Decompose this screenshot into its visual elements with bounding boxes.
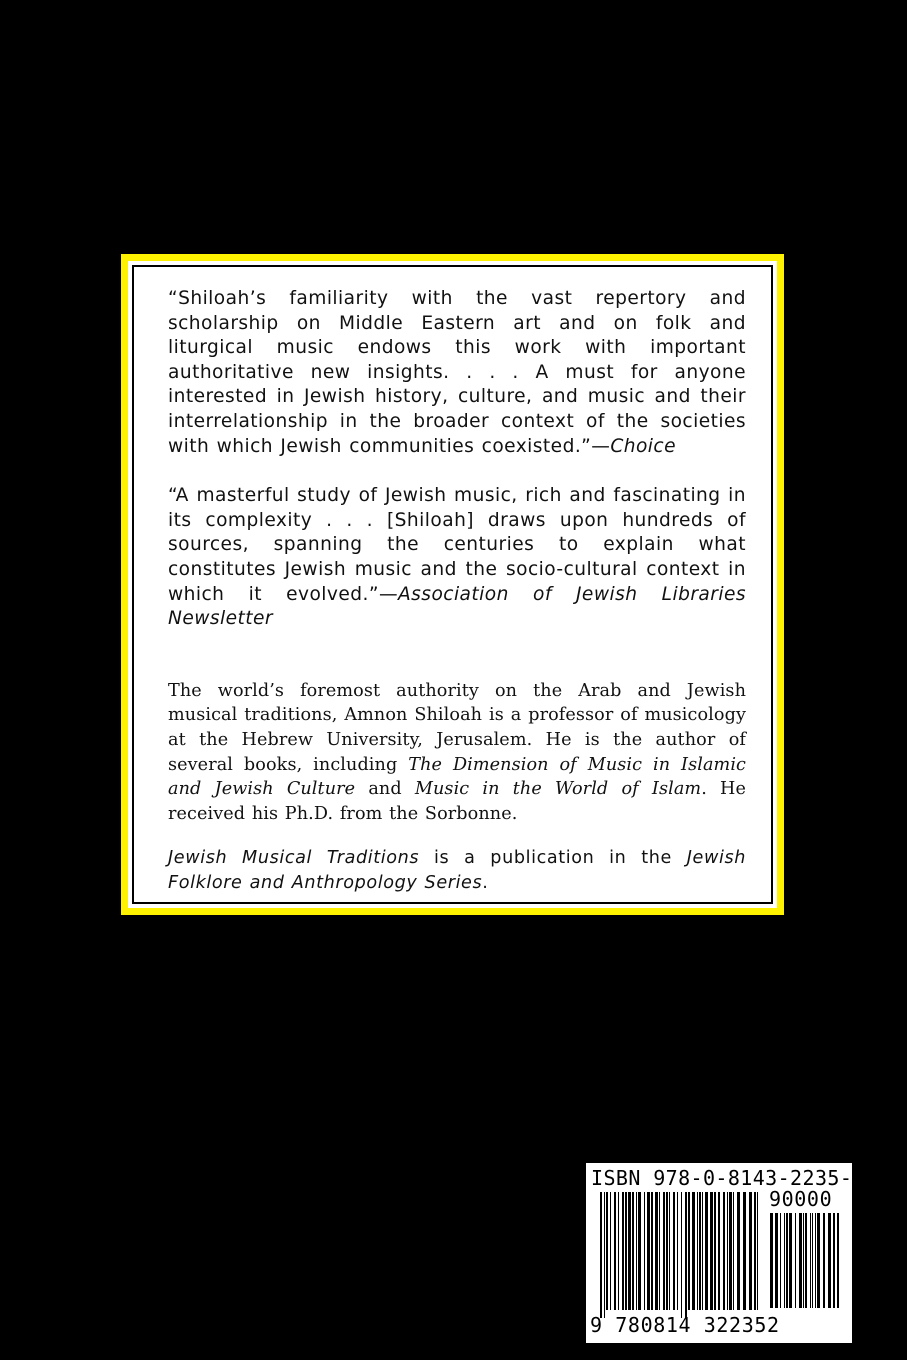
barcode-bar bbox=[749, 1192, 752, 1310]
barcode-bar bbox=[815, 1213, 816, 1308]
barcode-bar bbox=[618, 1192, 619, 1310]
ean-digits: 9 780814 322352 bbox=[590, 1313, 780, 1337]
isbn-barcode bbox=[586, 1163, 865, 1343]
author-bio bbox=[168, 679, 746, 827]
barcode-bar bbox=[780, 1213, 781, 1308]
barcode-bar bbox=[659, 1192, 660, 1310]
barcode-bar bbox=[757, 1192, 758, 1310]
barcode-bar bbox=[669, 1192, 670, 1310]
barcode-bar bbox=[743, 1192, 746, 1310]
barcode-bar bbox=[666, 1192, 668, 1310]
barcode-bar bbox=[723, 1192, 725, 1310]
barcode-bar bbox=[610, 1192, 611, 1310]
barcode-bar bbox=[837, 1213, 839, 1308]
text-panel bbox=[132, 265, 773, 904]
review-choice-source: Choice bbox=[610, 435, 676, 457]
yellow-frame bbox=[121, 254, 784, 915]
barcode-bar bbox=[647, 1192, 650, 1310]
barcode-bar bbox=[817, 1213, 820, 1308]
review-choice-text: “Shiloah’s familiarity with the vast repertory and scholarship on Middle Eastern art and on folk and liturgical music endows this work with important authoritative new insights. . . . A must for anyone interested in Jewish history, culture, and music and their interrelationship in the broader context of the societies with which Jewish communities coexisted.”— bbox=[168, 288, 746, 457]
barcode-bar bbox=[692, 1192, 695, 1310]
bio-text-2: and bbox=[355, 779, 415, 800]
barcode-bar bbox=[655, 1192, 658, 1310]
barcode-bar bbox=[828, 1213, 831, 1308]
barcode-bar bbox=[789, 1213, 792, 1308]
barcode-bar bbox=[786, 1213, 788, 1308]
barcode-bar bbox=[688, 1192, 690, 1310]
barcode-bar bbox=[727, 1192, 728, 1310]
barcode-bar bbox=[600, 1192, 602, 1318]
barcode-bar bbox=[705, 1192, 708, 1310]
barcode-bar bbox=[812, 1213, 813, 1308]
review-choice bbox=[168, 287, 746, 459]
barcode-bar bbox=[754, 1192, 756, 1310]
bio-text-1: The world’s foremost authority on the Arab and Jewish musical traditions, Amnon Shiloah is a professor of musicology at the Hebrew University, Jerusalem. He is the author of several books, including bbox=[168, 680, 746, 775]
isbn-label: ISBN 978-0-8143-2235-2 bbox=[591, 1166, 865, 1190]
barcode-bar bbox=[833, 1213, 835, 1308]
barcode-bar bbox=[677, 1192, 678, 1310]
barcode-bar bbox=[805, 1213, 807, 1308]
barcode-bar bbox=[810, 1213, 811, 1308]
barcode-bar bbox=[823, 1213, 825, 1308]
barcode-bar bbox=[638, 1192, 641, 1310]
barcode-bar bbox=[714, 1192, 716, 1310]
bio-text-3: . He received his Ph.D. from the Sorbonne. bbox=[168, 779, 746, 824]
barcode-bar bbox=[606, 1192, 608, 1310]
barcode-bar bbox=[644, 1192, 645, 1310]
barcode-bar bbox=[737, 1192, 740, 1310]
barcode-bar bbox=[710, 1192, 713, 1310]
barcode-bar bbox=[729, 1192, 732, 1310]
barcode-bar bbox=[628, 1192, 631, 1310]
barcode-bar bbox=[681, 1192, 682, 1318]
barcode-bar bbox=[697, 1192, 698, 1310]
barcode-bar bbox=[614, 1192, 616, 1310]
review-ajl bbox=[168, 484, 746, 632]
barcode-bar bbox=[799, 1213, 802, 1308]
review-ajl-text: “A masterful study of Jewish music, rich and fascinating in its complexity . . . [Shiloah] draws upon hundreds of sources, spanning the centuries to explain what constitutes Jewish music and the socio-cultural context in which it evolved.”— bbox=[168, 485, 746, 605]
panel-margin bbox=[128, 261, 777, 908]
barcode-bar bbox=[803, 1213, 804, 1308]
series-note bbox=[168, 846, 746, 895]
barcode-bar bbox=[622, 1192, 624, 1310]
barcode-addon-bars bbox=[770, 1213, 842, 1308]
barcode-bar bbox=[699, 1192, 701, 1310]
barcode-main-bars bbox=[600, 1192, 760, 1318]
bio-book-2: Music in the World of Islam bbox=[414, 779, 702, 800]
barcode-bar bbox=[784, 1213, 785, 1308]
barcode-bar bbox=[685, 1192, 687, 1318]
price-code: 90000 bbox=[769, 1187, 833, 1211]
series-note-title: Jewish Musical Traditions bbox=[168, 848, 420, 869]
barcode-bar bbox=[604, 1192, 605, 1318]
barcode-bar bbox=[770, 1213, 773, 1308]
barcode-bar bbox=[775, 1213, 778, 1308]
barcode-bar bbox=[636, 1192, 637, 1310]
bio-book-1: The Dimension of Music in Islamic and Jewish Culture bbox=[168, 754, 747, 800]
barcode-bar bbox=[673, 1192, 675, 1310]
series-note-end: . bbox=[482, 872, 489, 893]
barcode-bar bbox=[718, 1192, 720, 1310]
barcode-bar bbox=[733, 1192, 734, 1310]
series-note-series: Jewish Folklore and Anthropology Series bbox=[168, 848, 746, 893]
barcode-bar bbox=[663, 1192, 665, 1310]
barcode-bar bbox=[702, 1192, 703, 1310]
barcode-bar bbox=[651, 1192, 653, 1310]
barcode-bar bbox=[625, 1192, 627, 1310]
series-note-text: is a publication in the bbox=[419, 848, 687, 869]
review-ajl-source: Association of Jewish Libraries Newsletter bbox=[168, 583, 746, 630]
barcode-bar bbox=[795, 1213, 796, 1308]
barcode-bar bbox=[632, 1192, 634, 1310]
